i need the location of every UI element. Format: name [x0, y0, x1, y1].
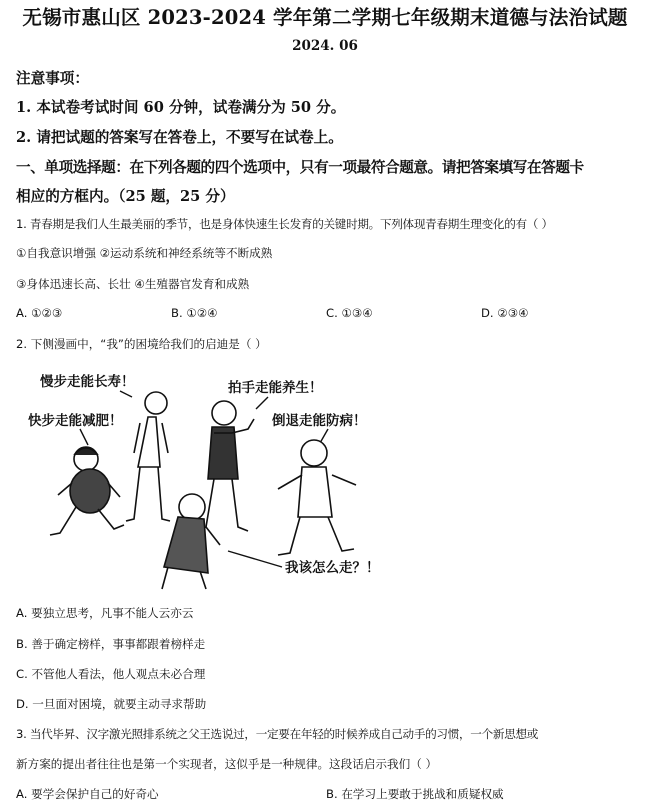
q1-option-d: D. ②③④ — [481, 306, 529, 320]
q1-option-a: A. ①②③ — [16, 306, 63, 320]
q1-items-line-2: ③身体迅速长高、长壮 ④生殖器官发育和成熟 — [16, 277, 250, 291]
cartoon-figure-confused-person — [162, 494, 220, 589]
q3-option-a: A. 要学会保护自己的好奇心 — [16, 787, 159, 801]
cartoon-bubble-slow-walk: 慢步走能长寿！ — [40, 374, 135, 390]
q1-option-b: B. ①②④ — [171, 306, 218, 320]
cartoon-figure-backward-walker — [278, 440, 356, 555]
q3-stem-line-2: 新方案的提出者往往也是第一个实现者，这似乎是一种规律。这段话启示我们（ ） — [16, 757, 438, 771]
q2-option-c: C. 不管他人看法，他人观点未必合理 — [16, 667, 206, 681]
notice-heading: 注意事项： — [16, 70, 89, 87]
q3-stem-line-1: 3. 当代毕昇、汉字激光照排系统之父王选说过，一定要在年轻的时候养成自己动手的习惯，一个新思想或 — [16, 727, 539, 741]
cartoon-bubble-backward-walk: 倒退走能防病！ — [272, 413, 367, 429]
q1-option-c: C. ①③④ — [326, 306, 373, 320]
q2-option-b: B. 善于确定榜样，事事都跟着榜样走 — [16, 637, 206, 651]
section-heading-line-1: 一、单项选择题：在下列各题的四个选项中，只有一项最符合题意。请把答案填写在答题卡 — [16, 159, 584, 176]
q2-option-d: D. 一旦面对困境，就要主动寻求帮助 — [16, 697, 207, 711]
cartoon-bubble-fast-walk: 快步走能减肥！ — [28, 413, 123, 429]
cartoon-figure-slow-walker — [126, 392, 170, 521]
notice-item-2: 2. 请把试题的答案写在答卷上，不要写在试卷上。 — [16, 129, 343, 146]
q1-stem: 1. 青春期是我们人生最美丽的季节，也是身体快速生长发育的关键时期。下列体现青春期生理变化的有（ ） — [16, 217, 553, 231]
cartoon-figure-fast-walker — [50, 447, 124, 535]
exam-title: 无锡市惠山区 2023-2024 学年第二学期七年级期末道德与法治试题 — [22, 6, 628, 29]
section-heading-line-2: 相应的方框内。（25 题，25 分） — [16, 188, 235, 205]
cartoon-bubble-clap-walk: 拍手走能养生！ — [228, 380, 323, 396]
notice-item-1: 1. 本试卷考试时间 60 分钟，试卷满分为 50 分。 — [16, 99, 346, 116]
q2-cartoon — [28, 367, 398, 592]
q2-stem: 2. 下侧漫画中，“我”的困境给我们的启迪是（ ） — [16, 337, 267, 351]
q1-items-line-1: ①自我意识增强 ②运动系统和神经系统等不断成熟 — [16, 246, 273, 260]
cartoon-bubble-confused: 我该怎么走？！ — [285, 560, 380, 576]
q3-option-b: B. 在学习上要敢于挑战和质疑权威 — [326, 787, 504, 801]
exam-date: 2024. 06 — [292, 38, 358, 54]
q2-option-a: A. 要独立思考，凡事不能人云亦云 — [16, 606, 194, 620]
